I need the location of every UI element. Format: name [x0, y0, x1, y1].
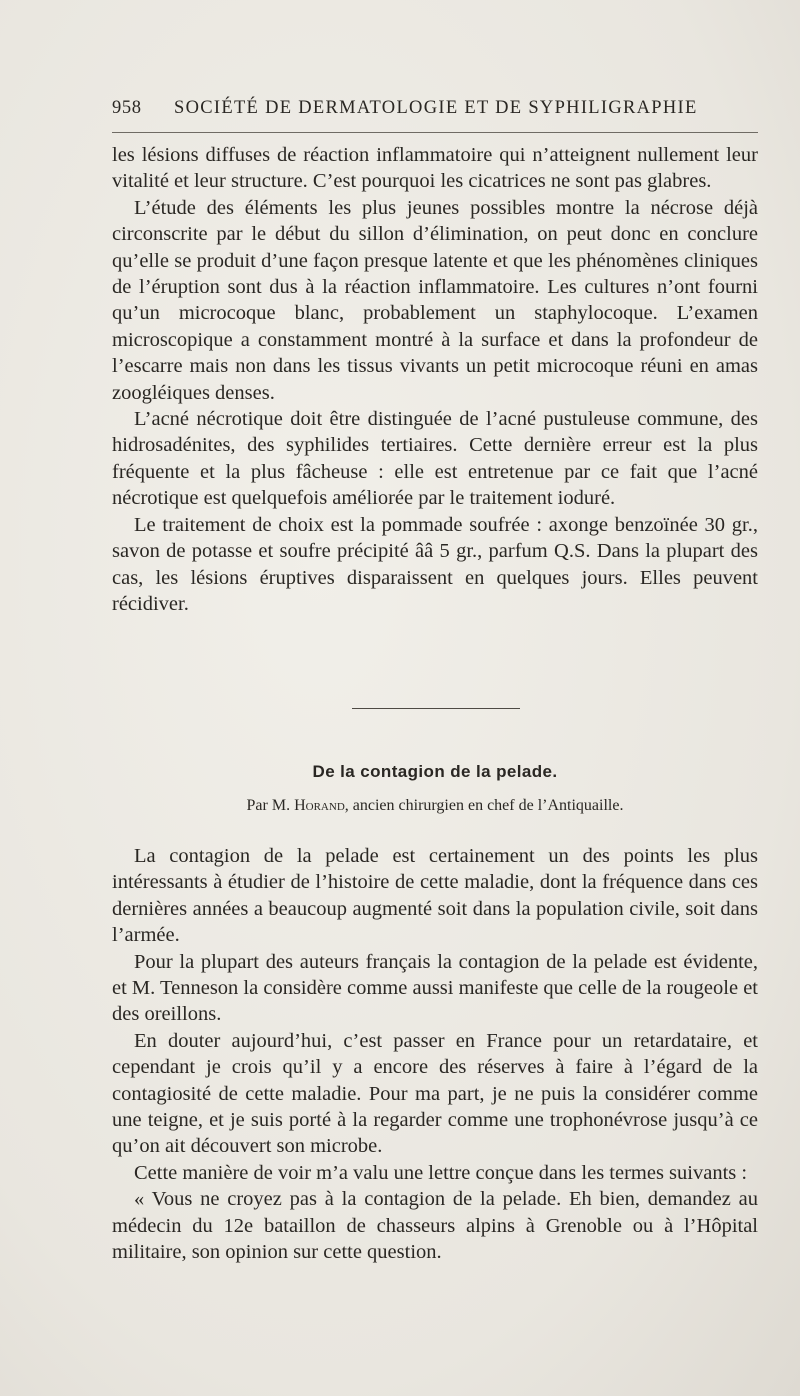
paragraph: Pour la plupart des auteurs français la contagion de la pelade est évidente, et M. Tenneson la considère comme aussi manifeste que celle de la rougeole et des oreillons.: [112, 950, 758, 1026]
author-name: Horand: [294, 797, 345, 814]
paragraph: Le traitement de choix est la pommade soufrée : axonge benzoïnée 30 gr., savon de potasse et soufre précipité ââ 5 gr., parfum Q.S. Dans la plupart des cas, les lésions éruptives disparaissent en quelques jours. Elles peuvent récidiver.: [112, 513, 758, 615]
article-title: De la contagion de la pelade.: [312, 762, 558, 781]
paragraph: En douter aujourd’hui, c’est passer en France pour un retardataire, et cependant je crois qu’il y a encore des réserves à faire à l’égard de la contagiosité de cette maladie. Pour ma part, je ne puis la considérer comme une teigne, et je suis porté à la regarder comme une trophonévrose jusqu’à ce qu’on ait découvert son microbe.: [112, 1029, 758, 1158]
paragraph: L’acné nécrotique doit être distinguée de l’acné pustuleuse commune, des hidrosadénites, des syphilides tertiaires. Cette dernière erreur est la plus fréquente et la plus fâcheuse : elle est entretenue par ce fait que l’acné nécrotique est quelquefois améliorée par le traitement ioduré.: [112, 408, 758, 510]
paragraph: « Vous ne croyez pas à la contagion de la pelade. Eh bien, demandez au médecin du 12e bataillon de chasseurs alpins à Grenoble ou à l’Hôpital militaire, son opinion sur cette question.: [112, 1188, 758, 1264]
running-title: SOCIÉTÉ DE DERMATOLOGIE ET DE SYPHILIGRAPHIE: [174, 98, 698, 118]
byline-suffix: , ancien chirurgien en chef de l’Antiquaille.: [344, 797, 624, 814]
running-header: [112, 98, 758, 124]
byline-prefix: Par M.: [246, 797, 295, 814]
previous-article-text: [112, 142, 758, 617]
paragraph: L’étude des éléments les plus jeunes possibles montre la nécrose déjà circonscrite par le début du sillon d’élimination, on peut donc en conclure qu’elle se produit d’une façon presque latente et que les phénomènes cliniques de l’éruption sont dus à la réaction inflammatoire. Les cultures n’ont fourni qu’un microcoque blanc, probablement un staphylocoque. L’examen microscopique a constamment montré à la surface et dans la profondeur de l’escarre mais non dans les tissus vivants un petit microcoque réuni en amas zoogléiques denses.: [112, 196, 758, 404]
paragraph: La contagion de la pelade est certainement un des points les plus intéressants à étudier de l’histoire de cette maladie, dont la fréquence dans ces dernières années a beaucoup augmenté soit dans la population civile, soit dans l’armée.: [112, 845, 758, 947]
article-body: [112, 843, 758, 1266]
header-rule: [112, 132, 758, 133]
paragraph: les lésions diffuses de réaction inflammatoire qui n’atteignent nullement leur vitalité et leur structure. C’est pourquoi les cicatrices ne sont pas glabres.: [112, 144, 758, 193]
page-number: 958: [112, 98, 142, 118]
section-separator: [352, 708, 520, 709]
article-byline: [112, 797, 758, 815]
paragraph: Cette manière de voir m’a valu une lettre conçue dans les termes suivants :: [134, 1161, 748, 1184]
